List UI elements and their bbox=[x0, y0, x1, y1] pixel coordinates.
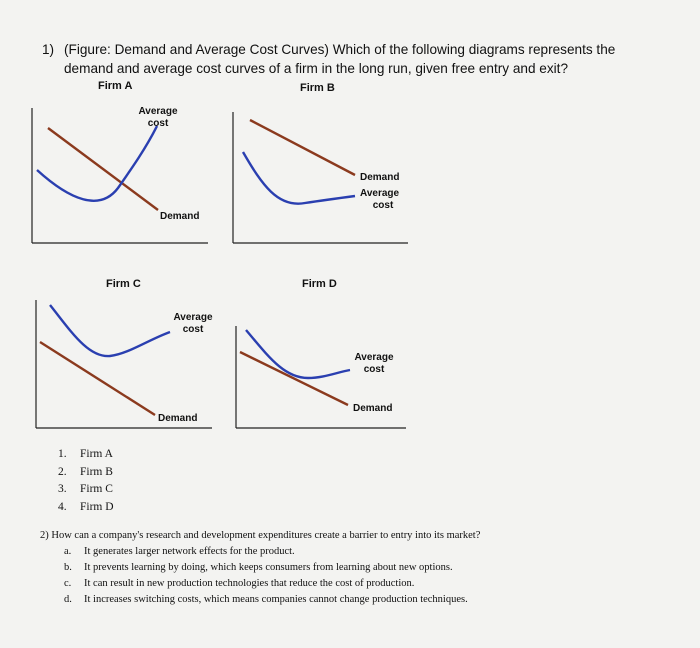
firm-c-average-cost-label-2: cost bbox=[182, 324, 204, 335]
option-item[interactable]: 3. Firm C bbox=[58, 483, 113, 495]
firm-d-demand-label: Demand bbox=[353, 403, 393, 414]
firm-d-average-cost-label-2: cost bbox=[363, 364, 385, 375]
firm-b-demand-label: Demand bbox=[360, 172, 400, 183]
firm-c-label: Firm C bbox=[106, 278, 141, 290]
firm-a-demand-curve bbox=[48, 128, 158, 210]
firm-b-average-cost-curve bbox=[243, 152, 355, 204]
answer-item[interactable]: c. It can result in new production technologies that reduce the cost of production. bbox=[64, 578, 415, 589]
firm-a-label: Firm A bbox=[98, 80, 133, 92]
firm-b-average-cost-label-2: cost bbox=[372, 200, 394, 211]
firm-b-label: Firm B bbox=[300, 82, 335, 94]
firm-a-average-cost-label-2: cost bbox=[147, 118, 169, 129]
firm-c-average-cost-label-1: Average bbox=[173, 312, 213, 323]
firm-d-average-cost-label-1: Average bbox=[354, 352, 394, 363]
firm-d-demand-curve bbox=[240, 352, 348, 405]
option-item[interactable]: 2. Firm B bbox=[58, 465, 113, 478]
question-2-number: 2) bbox=[40, 530, 49, 541]
question-1-number: 1) bbox=[42, 42, 55, 57]
question-1-options bbox=[58, 446, 114, 516]
firm-b-demand-curve bbox=[250, 120, 355, 175]
answer-item[interactable]: d. It increases switching costs, which means companies cannot change production techniques. bbox=[64, 594, 468, 605]
question-2-prompt bbox=[40, 528, 660, 544]
question-2-text: How can a company's research and development expenditures create a barrier to entry into its market? bbox=[51, 530, 481, 541]
firm-a-demand-label: Demand bbox=[160, 211, 200, 222]
option-item[interactable]: 4. Firm D bbox=[58, 500, 114, 513]
firm-a-axes bbox=[32, 108, 208, 243]
question-1-text: (Figure: Demand and Average Cost Curves) Which of the following diagrams represents the demand and average cost curves of a firm in the long run, given free entry and exit? bbox=[64, 42, 616, 76]
firm-d-average-cost-curve bbox=[246, 330, 350, 378]
firm-c-average-cost-curve bbox=[50, 305, 170, 356]
question-2 bbox=[40, 528, 660, 608]
answer-item[interactable]: a. It generates larger network effects for the product. bbox=[64, 546, 295, 557]
option-item[interactable]: 1. Firm A bbox=[58, 448, 113, 460]
firm-c-demand-label: Demand bbox=[158, 413, 198, 424]
firm-b-average-cost-label-1: Average bbox=[360, 188, 400, 199]
question-2-answers bbox=[64, 544, 660, 608]
answer-item[interactable]: b. It prevents learning by doing, which keeps consumers from learning about new options. bbox=[64, 562, 453, 573]
firm-d-label: Firm D bbox=[302, 278, 337, 290]
firm-a-average-cost-label-1: Average bbox=[138, 106, 178, 117]
